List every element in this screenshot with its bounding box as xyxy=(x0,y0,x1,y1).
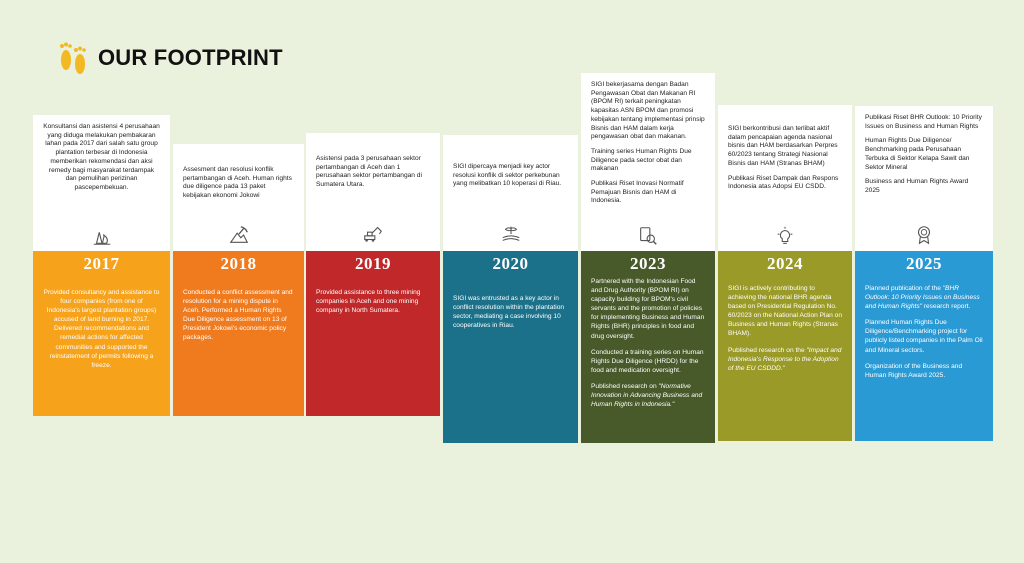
research-icon xyxy=(637,225,659,247)
en-pub-prefix-2023: Published research on xyxy=(591,382,659,390)
year-2020: 2020 xyxy=(492,254,529,273)
plantation-icon xyxy=(500,223,522,245)
id-text-2017: Konsultansi dan asistensi 4 perusahaan yang diduga melakukan pembakaran lahan pada 2017 dari salah satu group plantation terbesar di Indonesia memberikan rekomendasi dan aksi remedy bagi masyarakat terdampak dan pemulihan perizinan pascepembekuan. xyxy=(43,123,160,191)
id-text-2025-p3: Business and Human Rights Award 2025 xyxy=(865,178,969,194)
card-2018 xyxy=(173,144,304,251)
year-2025: 2025 xyxy=(906,254,942,273)
card-text-2023 xyxy=(591,81,705,206)
en-pub-title-2023: "Normative Innovation in Advancing Business and Human Rights in Indonesia." xyxy=(591,382,703,409)
card-text-2017 xyxy=(43,123,160,193)
en-text-2025-p2: Planned Human Rights Due Diligence/Benchmarking project for publicly listed companies in the Palm Oil and Mineral sectors. xyxy=(865,319,983,354)
id-text-2025-p2: Human Rights Due Diligence/ Benchmarking pada Perusahaan Terbuka di Sektor Kelapa Sawit dan Sektor Mineral xyxy=(865,137,970,171)
en-text-2023 xyxy=(591,277,705,409)
en-pub-prefix-2025: Planned publication of the xyxy=(865,285,943,292)
year-2019: 2019 xyxy=(355,254,391,273)
card-text-2024 xyxy=(728,125,842,192)
band-2018 xyxy=(173,251,304,416)
mining-icon xyxy=(228,224,250,246)
year-2023: 2023 xyxy=(630,254,666,273)
page-header xyxy=(56,38,283,78)
card-text-2018 xyxy=(183,166,294,201)
id-text-2019: Asistensi pada 3 perusahaan sektor pertambangan di Aceh dan 1 perusahaan sektor pertambangan di Sumatera Utara. xyxy=(316,155,422,189)
en-text-2017-p1: Provided consultancy and assistance to four companies (from one of Indonesia's largest plantation groups) accused of land burning in 2017. Delivered recommendations and remedial actions for affected communities and supported the reinstatement of permits following a freeze. xyxy=(43,289,160,369)
band-2019 xyxy=(306,251,440,416)
en-text-2025-p3: Organization of the Business and Human Rights Award 2025. xyxy=(865,362,963,379)
page-title: OUR FOOTPRINT xyxy=(98,45,283,70)
id-text-2020: SIGI dipercaya menjadi key actor resolusi konflik di sektor perkebunan yang melibatkan 10 koperasi di Riau. xyxy=(453,163,562,188)
id-text-2023-p2: Training series Human Rights Due Diligence pada sector obat dan makanan xyxy=(591,147,692,173)
year-2018: 2018 xyxy=(220,254,257,273)
en-text-2024-p2 xyxy=(728,346,842,373)
band-2025 xyxy=(855,251,993,441)
year-2024: 2024 xyxy=(767,254,803,273)
year-2017: 2017 xyxy=(83,254,120,273)
card-text-2019 xyxy=(316,155,430,190)
en-pub-prefix-2024: Published research on the xyxy=(728,346,807,354)
card-2017 xyxy=(33,115,170,251)
id-text-2024-p1: SIGI berkontribusi dan terlibat aktif dalam pencapaian agenda nasional bisnis dan HAM berdasarkan Perpres 60/2023 tentang Strategi Nasional Bisnis dan HAM (Stranas BHAM) xyxy=(728,125,838,167)
id-text-2023-p3: Publikasi Riset Inovasi Normatif Pemajuan Bisnis dan HAM di Indonesia. xyxy=(591,180,684,205)
en-pub-title-2025: "BHR Outlook: 10 Priority Issues on Business and Human Rights" xyxy=(865,285,980,311)
en-text-2025 xyxy=(865,284,983,380)
en-text-2019-p1: Provided assistance to three mining companies in Aceh and one mining company in North Sumatera. xyxy=(316,289,421,315)
en-text-2024-p1: SIGI is actively contributing to achieving the national BHR agenda based on Presidential Regulation No. 60/2023 on the National Action Plan on Business and Human Rights (Stranas BHAM). xyxy=(728,285,843,338)
footprint-icon xyxy=(56,38,92,78)
en-text-2025-p1 xyxy=(865,284,983,311)
card-text-2025 xyxy=(865,114,983,196)
card-2023 xyxy=(581,73,715,251)
card-2019 xyxy=(306,133,440,251)
en-text-2023-p1: Partnered with the Indonesian Food and Drug Authority (BPOM RI) on capacity building for BPOM's civil servants and the promotion of policies for implementing Business and Human Rights (BHR) principles in food and drug oversight. xyxy=(591,278,705,340)
band-2020 xyxy=(443,251,578,443)
en-text-2024 xyxy=(728,284,842,373)
id-text-2025-p1: Publikasi Riset BHR Outlook: 10 Priority Issues on Business and Human Rights xyxy=(865,114,982,130)
en-text-2020 xyxy=(453,294,568,330)
en-text-2017 xyxy=(43,288,160,370)
id-text-2023-p1: SIGI bekerjasama dengan Badan Pengawasan Obat dan Makanan RI (BPOM RI) terkait peningkatan kapasitas ASN BPOM dan promosi kebijakan tentang implementasi prinsip Bisnis dan HAM dalam kerja pengawasan obat dan makanan. xyxy=(591,81,705,141)
id-text-2018: Assesment dan resolusi konflik pertambangan di Aceh. Human rights due diligence pada 13 paket kebijakan ekonomi Jokowi xyxy=(183,166,292,200)
en-text-2018-p1: Conducted a conflict assessment and resolution for a mining dispute in Aceh. Performed a Human Rights Due Diligence assessment on 13 of President Jokowi's economic policy packages. xyxy=(183,289,293,342)
card-text-2020 xyxy=(453,163,568,189)
en-text-2018 xyxy=(183,288,294,343)
card-2025 xyxy=(855,106,993,251)
en-pub-suffix-2025: research report. xyxy=(921,303,971,311)
band-2023 xyxy=(581,251,715,443)
idea-icon xyxy=(774,225,796,247)
excavator-icon xyxy=(362,223,384,245)
award-icon xyxy=(913,224,935,246)
band-2017 xyxy=(33,251,170,416)
id-text-2024-p2: Publikasi Riset Dampak dan Respons Indonesia atas Adopsi EU CSDD. xyxy=(728,174,839,191)
en-text-2023-p3 xyxy=(591,382,705,409)
band-2024 xyxy=(718,251,852,441)
en-text-2023-p2: Conducted a training series on Human Rights Due Diligence (HRDD) for the food and medication oversight. xyxy=(591,348,704,374)
forest-fire-icon xyxy=(91,225,113,247)
en-pub-title-2024: "Impact and Indonesia's Response to the Adoption of the EU CSDDD." xyxy=(728,346,842,372)
en-text-2020-p1: SIGI was entrusted as a key actor in conflict resolution within the plantation sector, mediating a case involving 10 cooperatives in Riau. xyxy=(453,295,565,330)
card-2020 xyxy=(443,135,578,251)
en-text-2019 xyxy=(316,288,430,315)
card-2024 xyxy=(718,105,852,251)
